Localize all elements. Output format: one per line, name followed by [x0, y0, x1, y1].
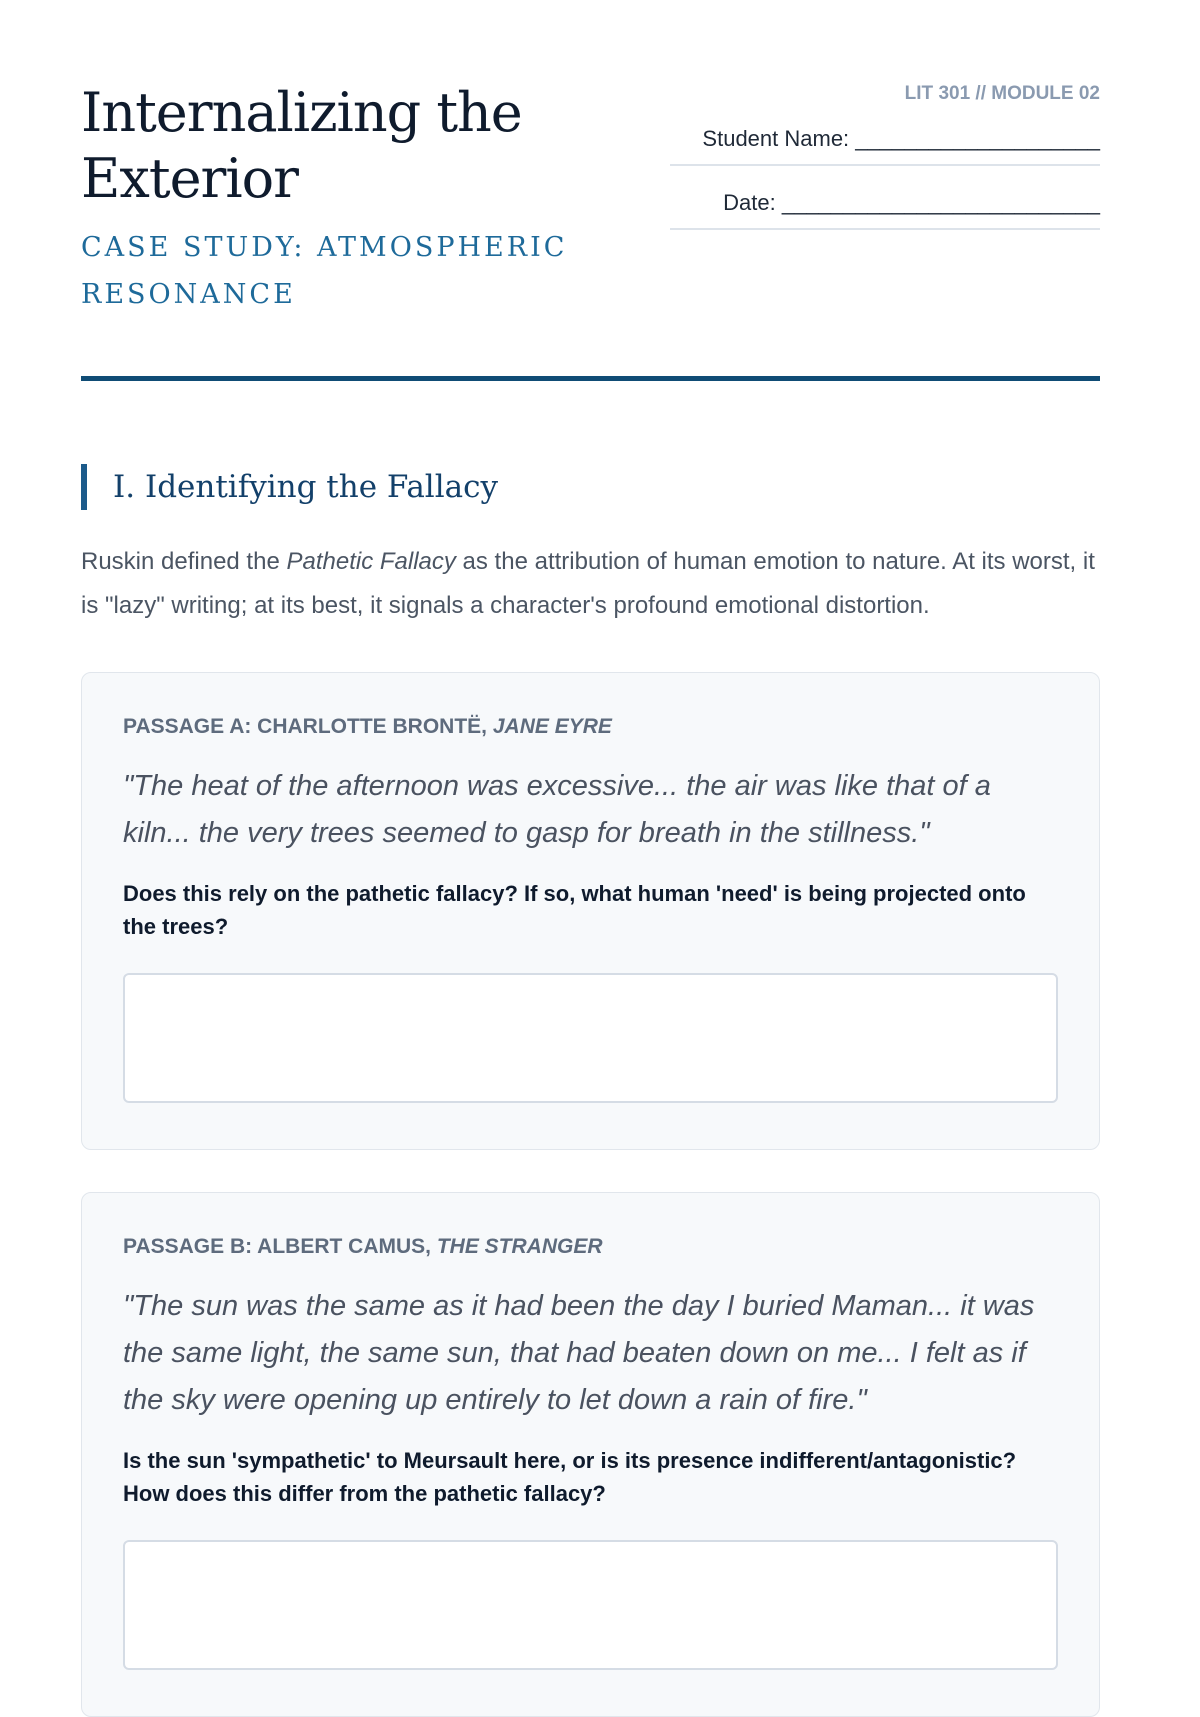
passage-quote: "The sun was the same as it had been the day I buried Maman... it was the same light, the same sun, that had beaten down on me... I felt as if the sky were opening up entirely to let down a rain of fire.": [123, 1290, 1035, 1416]
section-intro: [81, 540, 1100, 628]
section-accent-bar: [81, 464, 87, 510]
passage-label: [123, 1231, 1058, 1263]
page-title: Internalizing the Exterior: [81, 81, 522, 210]
intro-text-end: as the attribution of human emotion to nature. At its worst, it is "lazy" writing; at its best, it signals a character's profound emotional distortion.: [81, 548, 1095, 619]
worksheet-header: [81, 0, 1100, 318]
section-heading: [81, 464, 1100, 510]
intro-term: Pathetic Fallacy: [286, 548, 456, 575]
student-name-field[interactable]: Student Name: ____________________: [670, 108, 1100, 166]
header-divider: [81, 376, 1100, 381]
passage-card-b: [81, 1192, 1100, 1717]
section-heading-text: I. Identifying the Fallacy: [113, 469, 498, 505]
course-code: LIT 301 // MODULE 02: [904, 83, 1100, 104]
passage-label: [123, 711, 1058, 743]
passage-question: Does this rely on the pathetic fallacy? If so, what human 'need' is being projected onto the trees?: [123, 881, 1026, 939]
answer-input-a[interactable]: [123, 973, 1058, 1103]
passage-source: PASSAGE A: CHARLOTTE BRONTË,: [123, 715, 493, 738]
page-subtitle: CASE STUDY: ATMOSPHERIC RESONANCE: [81, 232, 568, 310]
passage-work-title: THE STRANGER: [436, 1235, 603, 1258]
passage-question: Is the sun 'sympathetic' to Meursault here, or is its presence indifferent/antagonistic? How does this differ from the pathetic fallacy?: [123, 1448, 1017, 1506]
answer-input-b[interactable]: [123, 1540, 1058, 1670]
meta-block: [670, 80, 1100, 230]
passage-work-title: JANE EYRE: [492, 715, 612, 738]
intro-text-start: Ruskin defined the: [81, 548, 287, 575]
title-block: [81, 80, 641, 318]
passage-quote: "The heat of the afternoon was excessive... the air was like that of a kiln... the very trees seemed to gasp for breath in the stillness.": [123, 770, 991, 849]
date-field[interactable]: Date: __________________________: [670, 172, 1100, 230]
passage-card-a: [81, 672, 1100, 1150]
passage-source: PASSAGE B: ALBERT CAMUS,: [123, 1235, 437, 1258]
